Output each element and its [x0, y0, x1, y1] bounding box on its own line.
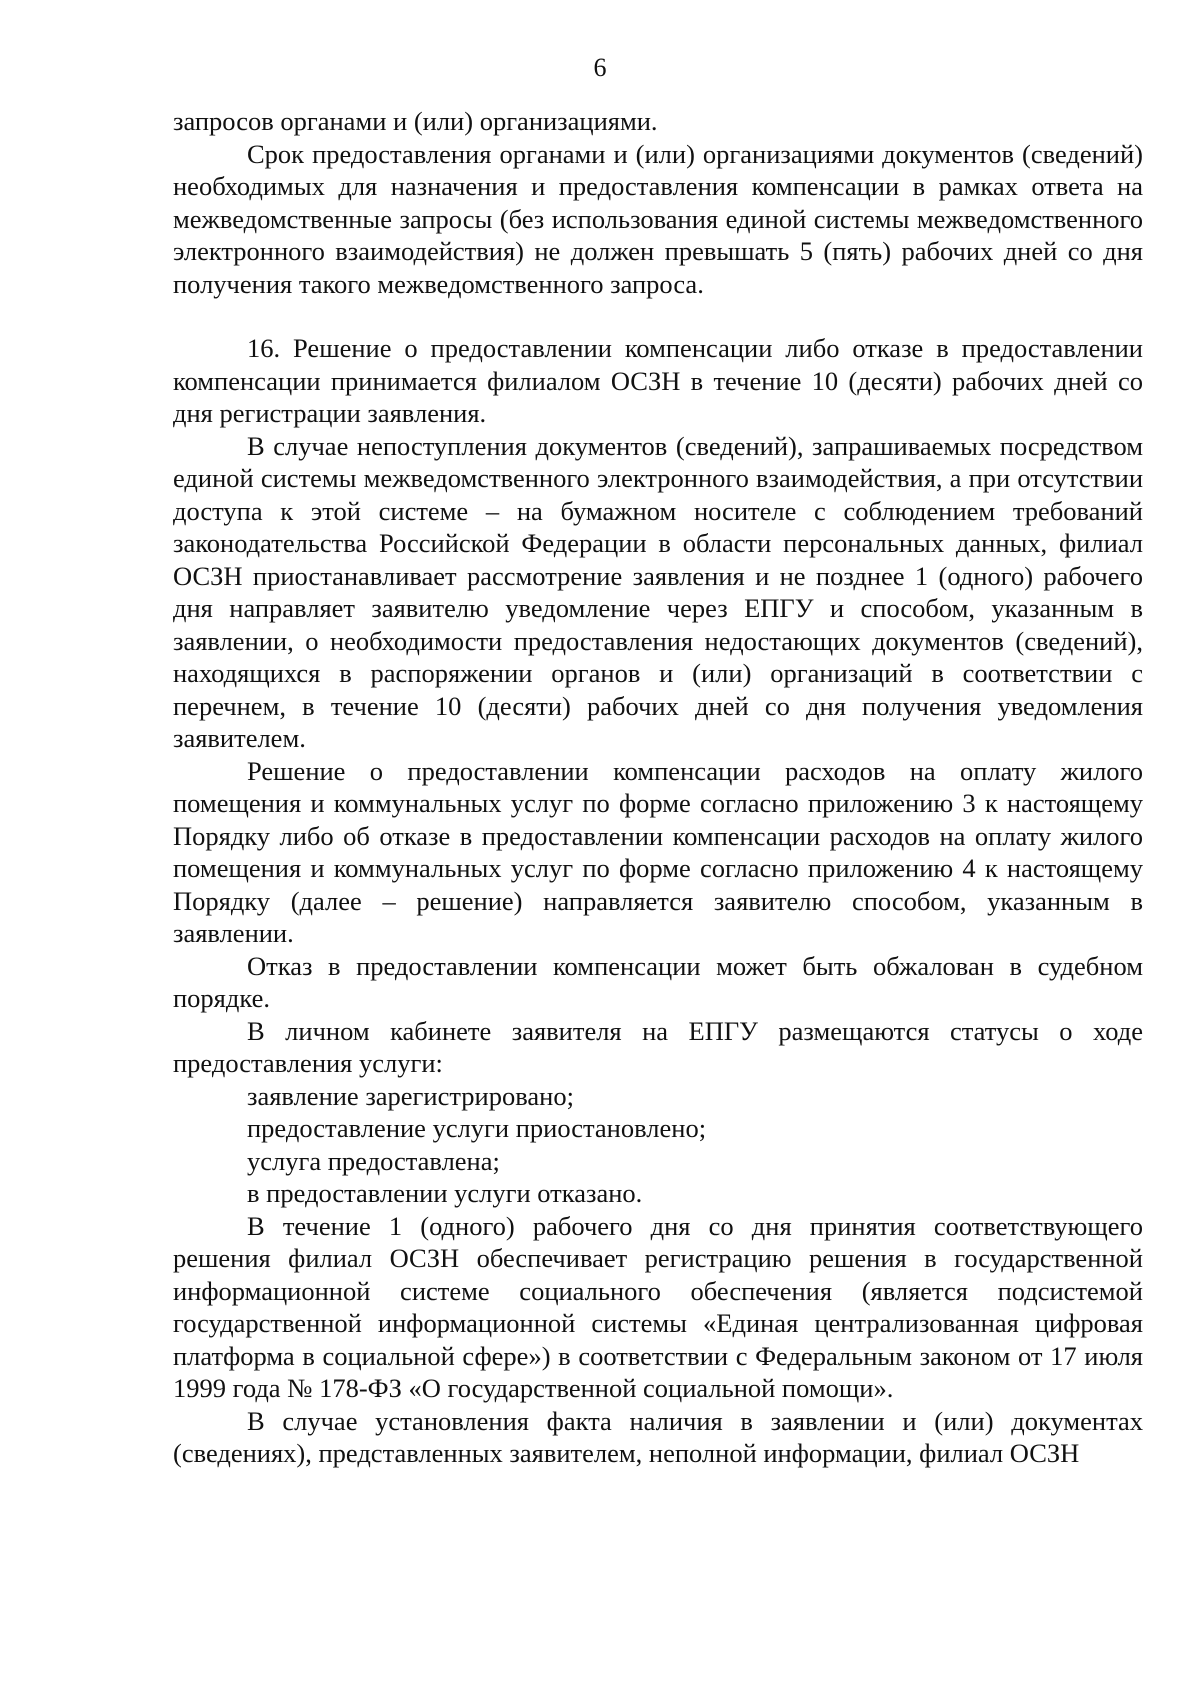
page-number: 6 — [593, 53, 607, 82]
status-item: заявление зарегистрировано; — [247, 1080, 574, 1111]
status-item: услуга предоставлена; — [247, 1145, 500, 1176]
document-body — [173, 105, 1143, 1470]
paragraph-registration: В течение 1 (одного) рабочего дня со дня принятия соответствующего решения филиал ОСЗН обеспечивает регистрацию решения в государственной информационной системе социального обеспечения (является подсистемой государственной информационной системы «Единая централизованная цифровая платформа в социальной сфере») в соответствии с Федеральным законом от 17 июля 1999 года № 178-ФЗ «О государственной социальной помощи». — [173, 1210, 1143, 1403]
status-item: предоставление услуги приостановлено; — [247, 1113, 707, 1143]
paragraph-incomplete-info: В случае установления факта наличия в заявлении и (или) документах (сведениях), представленных заявителем, неполной информации, филиал ОСЗН — [173, 1405, 1143, 1468]
paragraph-suspension: В случае непоступления документов (сведений), запрашиваемых посредством единой системы межведомственного электронного взаимодействия, а при отсутствии доступа к этой системе – на бумажном носителе с соблюдением требований законодательства Российской Федерации в области персональных данных, филиал ОСЗН приостанавливает рассмотрение заявления и не позднее 1 (одного) рабочего дня направляет заявителю уведомление через ЕПГУ и способом, указанным в заявлении, о необходимости предоставления недостающих документов (сведений), находящихся в распоряжении органов и (или) организаций в соответствии с перечнем, в течение 10 (десяти) рабочих дней со дня получения уведомления заявителем. — [173, 430, 1143, 753]
status-item: в предоставлении услуги отказано. — [247, 1178, 643, 1208]
paragraph-deadline: Срок предоставления органами и (или) организациями документов (сведений) необходимых для назначения и предоставления компенсации в рамках ответа на межведомственные запросы (без использования единой системы межведомственного электронного взаимодействия) не должен превышать 5 (пять) рабочих дней со дня получения такого межведомственного запроса. — [173, 138, 1143, 299]
paragraph-16-decision: 16. Решение о предоставлении компенсации либо отказе в предоставлении компенсации принимается филиалом ОСЗН в течение 10 (десяти) рабочих дней со дня регистрации заявления. — [173, 333, 1143, 428]
status-list — [173, 1080, 1143, 1210]
paragraph-decision-forms: Решение о предоставлении компенсации расходов на оплату жилого помещения и коммунальных услуг по форме согласно приложению 3 к настоящему Порядку либо об отказе в предоставлении компенсации расходов на оплату жилого помещения и коммунальных услуг по форме согласно приложению 4 к настоящему Порядку (далее – решение) направляется заявителю способом, указанным в заявлении. — [173, 755, 1143, 948]
paragraph-appeal: Отказ в предоставлении компенсации может быть обжалован в судебном порядке. — [173, 950, 1143, 1013]
paragraph-continuation: запросов органами и (или) организациями. — [173, 106, 658, 136]
paragraph-statuses-intro: В личном кабинете заявителя на ЕПГУ размещаются статусы о ходе предоставления услуги: — [173, 1015, 1143, 1078]
